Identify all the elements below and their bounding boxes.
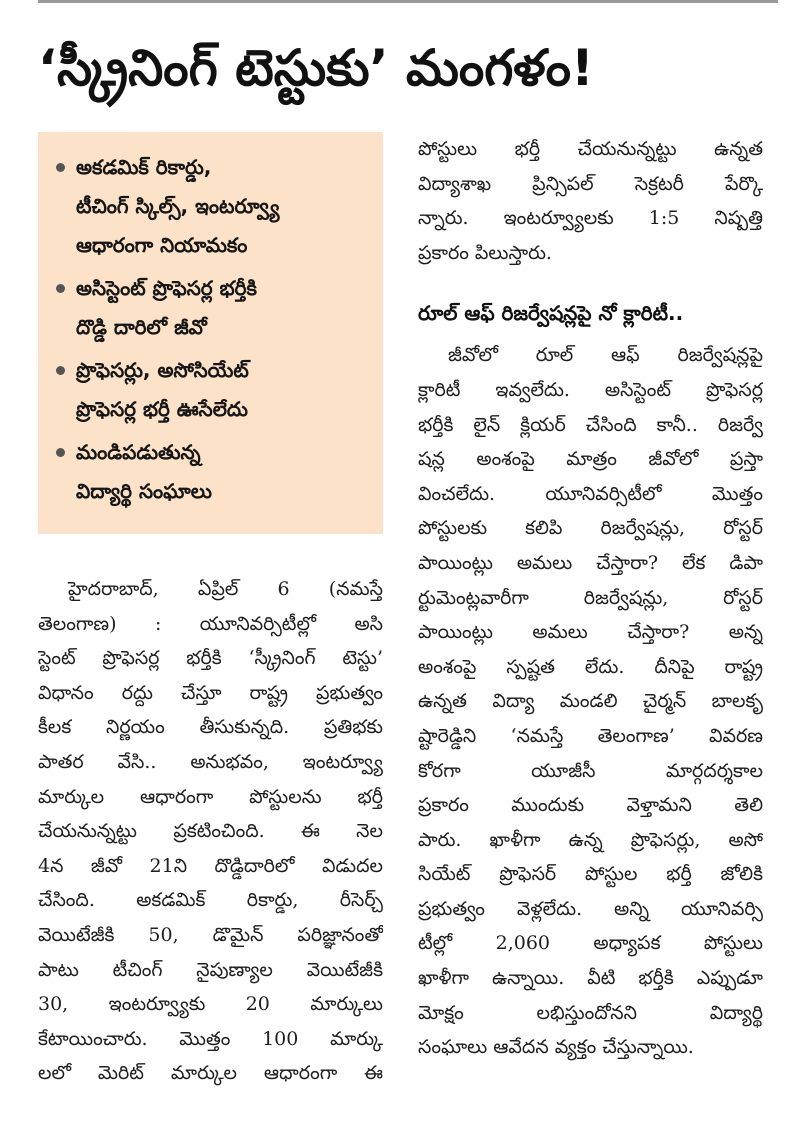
body-line: 4న జీవో 21ని దొడ్డిదారిలో విడుదల	[38, 854, 383, 877]
bullet-icon	[56, 163, 65, 172]
body-line: షన్ల అంశంపై మాత్రం జీవోలో ప్రస్తా	[418, 448, 763, 471]
body-line: క్లారిటీ ఇవ్వలేదు. అసిస్టెంట్ ప్రొఫెసర్ల	[418, 378, 763, 401]
highlights-box	[38, 132, 383, 534]
article-body-right	[418, 338, 763, 1064]
right-column	[418, 132, 763, 1065]
left-column	[38, 132, 383, 1091]
body-line: భర్తీకి లైన్ క్లియర్ చేసింది కానీ.. రిజర్వే	[418, 413, 763, 436]
body-line: మార్కుల ఆధారంగా పోస్టులను భర్తీ	[38, 785, 383, 808]
highlight-line: ప్రొఫెసర్లు, అసోసియేట్	[76, 358, 249, 382]
body-line: సంఘాలు ఆవేదన వ్యక్తం చేస్తున్నాయి.	[418, 1036, 694, 1059]
body-line: న్నారు. ఇంటర్వ్యూలకు 1:5 నిష్పత్తి	[418, 207, 763, 230]
bullet-icon	[56, 284, 65, 293]
body-line: జీవోలో రూల్ ఆఫ్ రిజర్వేషన్లపై	[448, 344, 763, 367]
body-line: పోస్టులు భర్తీ చేయనున్నట్టు ఉన్నత	[418, 138, 763, 160]
highlight-line: దొడ్డి దారిలో జీవో	[76, 315, 207, 339]
highlight-line: అసిస్టెంట్ ప్రొఫెసర్ల భర్తీకి	[76, 276, 257, 300]
highlight-item	[52, 433, 369, 511]
body-line: కీలక నిర్ణయం తీసుకున్నది. ప్రతిభకు	[38, 716, 383, 739]
body-line: ప్రకారం ముందుకు వెళ్తామని తెలి	[418, 794, 763, 817]
body-line: విద్యాశాఖ ప్రిన్సిపల్ సెక్రటరీ పేర్కొ	[418, 172, 763, 195]
body-line: ష్టారెడ్డిని ‘నమస్తే తెలంగాణ’ వివరణ	[418, 724, 763, 747]
highlight-line: ఆధారంగా నియామకం	[76, 233, 248, 257]
body-line: ర్టుమెంట్లవారీగా రిజర్వేషన్లు, రోస్టర్	[418, 586, 763, 609]
bullet-icon	[56, 448, 65, 457]
body-line: కోరగా యూజీసీ మార్గదర్శకాల	[418, 759, 763, 782]
body-line: ఖాళీగా ఉన్నాయి. వీటి భర్తీకి ఎప్పుడూ	[418, 967, 763, 990]
article-headline: ‘స్క్రీనింగ్ టెస్టుకు’ మంగళం!	[38, 39, 594, 97]
highlights-list	[52, 148, 369, 511]
body-line: వించలేదు. యూనివర్సిటీలో మొత్తం	[418, 482, 763, 505]
highlight-line: మండిపడుతున్న	[76, 440, 201, 464]
body-line: పాయింట్లు అమలు చేస్తారా? అన్న	[418, 621, 763, 644]
highlight-item	[52, 148, 369, 265]
highlight-item	[52, 269, 369, 347]
body-line: పాతర వేసి.. అనుభవం, ఇంటర్వ్యూ	[38, 750, 383, 773]
highlight-line: టీచింగ్ స్కిల్స్, ఇంటర్వ్యూ	[76, 194, 280, 218]
highlight-line: అకడమిక్ రికార్డు,	[76, 155, 212, 179]
body-line: స్టెంట్ ప్రొఫెసర్ల భర్తీకి ‘స్క్రీనింగ్ టెస్టు’	[38, 647, 383, 670]
body-line: సియేట్ ప్రొఫెసర్ పోస్టుల భర్తీ జోలికి	[418, 863, 763, 886]
body-line: మోక్షం లభిస్తుందోనని విద్యార్థి	[418, 1001, 763, 1024]
body-line: లలో మెరిట్ మార్కుల ఆధారంగా ఈ	[38, 1062, 383, 1085]
body-line: ప్రకారం పిలుస్తారు.	[418, 241, 552, 264]
body-line: పాటు టీచింగ్ నైపుణ్యాల వెయిటేజీకి	[38, 958, 383, 981]
section-subheading: రూల్ ఆఫ్ రిజర్వేషన్లపై నో క్లారిటీ..	[418, 301, 684, 326]
body-line: విధానం రద్దు చేస్తూ రాష్ట్ర ప్రభుత్వం	[38, 681, 383, 704]
body-line: అంశంపై స్పష్టత లేదు. దీనిపై రాష్ట్ర	[418, 655, 763, 678]
highlight-line: విద్యార్థి సంఘాలు	[76, 479, 212, 503]
body-line: 30, ఇంటర్వ్యూకు 20 మార్కులు	[38, 993, 383, 1016]
body-line: హైదరాబాద్, ఏప్రిల్ 6 (నమస్తే	[68, 578, 383, 600]
body-line: వెయిటేజీకి 50, డొమైన్ పరిజ్ఞానంతో	[38, 923, 383, 946]
top-divider	[38, 0, 778, 3]
body-line: కేటాయించారు. మొత్తం 100 మార్కు	[38, 1027, 383, 1050]
body-line: చేసింది. అకడమిక్ రికార్డు, రీసెర్చ్	[38, 889, 383, 912]
bullet-icon	[56, 366, 65, 375]
body-line: తెలంగాణ) : యూనివర్సిటీల్లో అసి	[38, 612, 383, 635]
article-body-left	[38, 572, 383, 1091]
body-line: చేయనున్నట్టు ప్రకటించింది. ఈ నెల	[38, 820, 383, 843]
body-line: ప్రభుత్వం వెళ్లలేదు. అన్ని యూనివర్సి	[418, 897, 763, 920]
body-line: టీల్లో 2,060 అధ్యాపక పోస్టులు	[418, 932, 763, 955]
highlight-item	[52, 351, 369, 429]
article-body-right-top	[418, 132, 763, 270]
highlight-line: ప్రొఫెసర్ల భర్తీ ఊసేలేదు	[76, 397, 248, 421]
body-line: పారు. ఖాళీగా ఉన్న ప్రొఫెసర్లు, అసో	[418, 828, 763, 851]
body-line: పోస్టులకు కలిపి రిజర్వేషన్లు, రోస్టర్	[418, 517, 763, 540]
body-line: పాయింట్లు అమలు చేస్తారా? లేక డిపా	[418, 551, 763, 574]
body-line: ఉన్నత విద్యా మండలి చైర్మన్ బాలకృ	[418, 690, 763, 713]
